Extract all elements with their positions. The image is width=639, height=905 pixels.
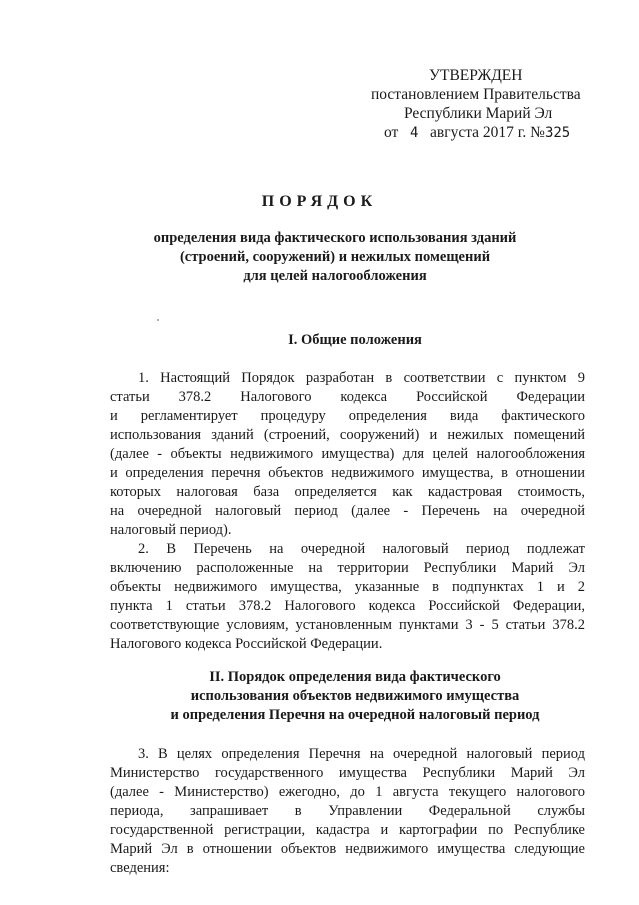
paragraph-line: статьи 378.2 Налогового кодекса Российской Федерации — [110, 389, 585, 405]
subtitle-line: для целей налогообложения — [243, 268, 427, 284]
paragraph-1 — [110, 369, 585, 540]
approval-title: УТВЕРЖДЕН — [429, 67, 523, 84]
approval-by-resolution: постановлением Правительства — [371, 86, 581, 103]
paragraph-line: сведения: — [110, 860, 170, 876]
approval-day: 4 — [409, 125, 419, 141]
paragraph-line: Налогового кодекса Российской Федерации. — [110, 636, 383, 652]
section-2-heading-line: II. Порядок определения вида фактического — [209, 669, 501, 685]
paragraph-line: на очередной налоговый период (далее - Перечень на очередной — [110, 503, 585, 519]
document-subtitle — [120, 229, 550, 286]
paragraph-line: налоговый период). — [110, 522, 232, 538]
approval-date-line — [368, 123, 608, 143]
paragraph-line: государственной регистрации, кадастра и картографии по Республике — [110, 822, 585, 838]
approval-date-prefix: от — [384, 124, 399, 141]
section-1-heading: I. Общие положения — [288, 332, 422, 348]
paragraph-line: периода, запрашивает в Управлении Федеральной службы — [110, 803, 585, 819]
section-2-heading-line: использования объектов недвижимого имущества — [190, 688, 520, 704]
approval-government: Республики Марий Эл — [404, 105, 553, 122]
approval-number: 325 — [544, 125, 571, 141]
paragraph-line: Министерство государственного имущества Республики Марий Эл — [110, 765, 585, 781]
approval-month-year: августа 2017 г. № — [430, 124, 545, 141]
paragraph-line: Марий Эл в отношении объектов недвижимого имущества следующие — [110, 841, 585, 857]
approval-stamp — [368, 66, 608, 143]
paragraph-line: пункта 1 статьи 378.2 Налогового кодекса Российской Федерации, — [110, 598, 585, 614]
section-2-heading — [95, 668, 615, 725]
paragraph-line: объекты недвижимого имущества, указанные в подпунктах 1 и 2 — [110, 579, 585, 595]
paragraph-2 — [110, 540, 585, 654]
paragraph-line: и регламентирует процедуру определения вида фактического — [110, 408, 585, 424]
scan-speck — [157, 319, 159, 321]
paragraph-line: (далее - Министерство) ежегодно, до 1 августа текущего налогового — [110, 784, 585, 800]
subtitle-line: (строений, сооружений) и нежилых помещений — [179, 249, 491, 265]
paragraph-3 — [110, 745, 585, 878]
paragraph-line: использования зданий (строений, сооружений) и нежилых помещений — [110, 427, 585, 443]
paragraph-line: 1. Настоящий Порядок разработан в соответствии с пунктом 9 — [138, 370, 585, 386]
paragraph-line: включению расположенные на территории Республики Марий Эл — [110, 560, 585, 576]
paragraph-line: (далее - объекты недвижимого имущества) для целей налогообложения — [110, 446, 585, 462]
paragraph-line: соответствующие условиям, установленным пунктами 3 - 5 статьи 378.2 — [110, 617, 585, 633]
subtitle-line: определения вида фактического использования зданий — [153, 230, 517, 246]
paragraph-line: 3. В целях определения Перечня на очередной налоговый период — [138, 746, 585, 762]
paragraph-line: которых налоговая база определяется как кадастровая стоимость, — [110, 484, 585, 500]
paragraph-line: и определения перечня объектов недвижимого имущества, в отношении — [110, 465, 585, 481]
document-title: ПОРЯДОК — [261, 193, 378, 210]
section-2-heading-line: и определения Перечня на очередной налоговый период — [170, 707, 540, 723]
paragraph-line: 2. В Перечень на очередной налоговый период подлежат — [138, 541, 585, 557]
